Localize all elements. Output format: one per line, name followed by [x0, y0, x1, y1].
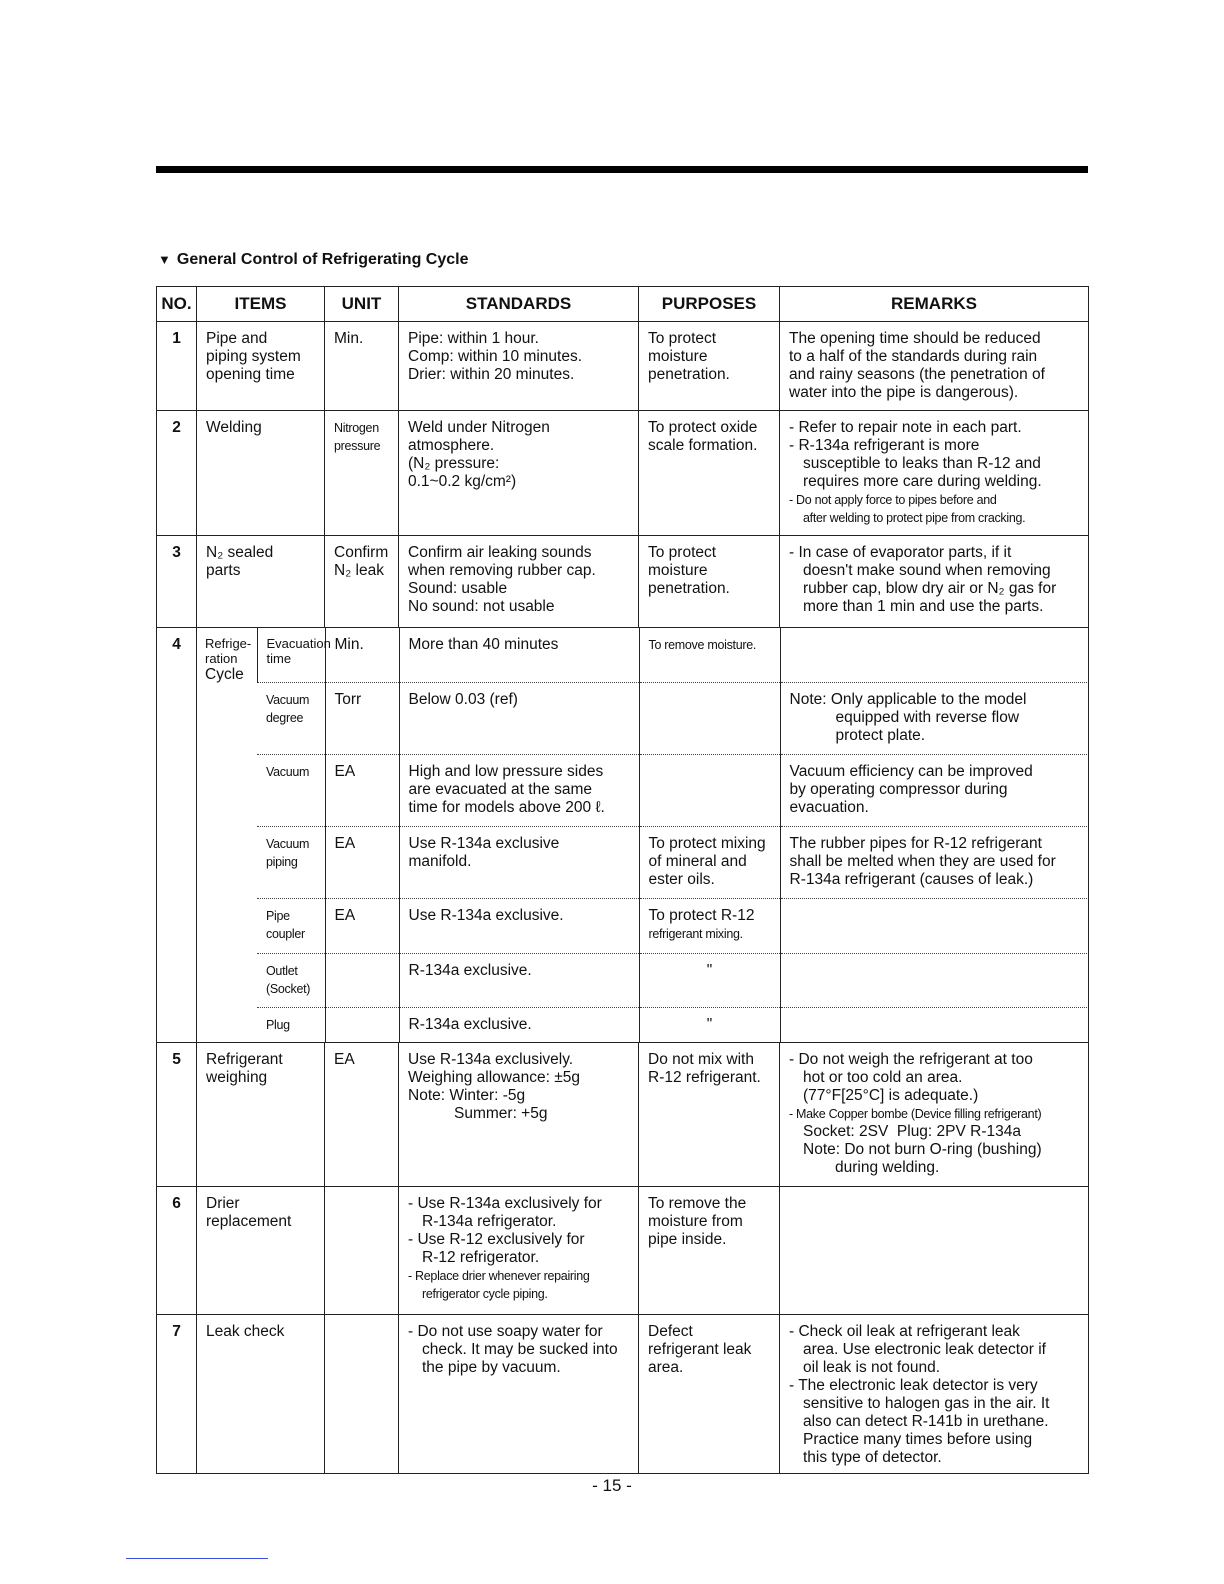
purposes-line: moisture from — [648, 1213, 743, 1230]
remarks-cell — [780, 1315, 1089, 1474]
remarks-line: R-134a refrigerant (causes of leak.) — [789, 870, 1034, 888]
remarks-cell — [780, 411, 1089, 536]
sub-item-line: Pipe — [266, 908, 290, 923]
purposes-line: of mineral and — [648, 852, 747, 870]
remarks-line: - The electronic leak detector is very — [789, 1377, 1038, 1394]
item-cell: Leak check — [197, 1315, 325, 1474]
remarks-line: oil leak is not found. — [803, 1359, 941, 1376]
standards-line: when removing rubber cap. — [408, 562, 596, 579]
header-remarks: REMARKS — [780, 287, 1089, 322]
remarks-cell — [780, 628, 1089, 682]
triangle-bullet-icon: ▼ — [158, 252, 171, 267]
unit-cell — [325, 536, 399, 628]
sub-item-cell — [257, 953, 325, 1007]
item-cell — [197, 1187, 325, 1315]
item-line: weighing — [206, 1069, 268, 1086]
remarks-line: during welding. — [835, 1159, 940, 1176]
purposes-line: Defect — [648, 1323, 693, 1340]
sub-item-line: time — [266, 651, 292, 666]
sub-row — [197, 826, 1089, 898]
unit-cell — [325, 1315, 399, 1474]
remarks-line: - Refer to repair note in each part. — [789, 419, 1022, 436]
remarks-line: - Do not weigh the refrigerant at too — [789, 1051, 1033, 1068]
remarks-line: shall be melted when they are used for — [789, 852, 1056, 870]
row-number: 5 — [157, 1043, 197, 1187]
item-cell: Welding — [197, 411, 325, 536]
row-number: 3 — [157, 536, 197, 628]
table-row — [157, 1043, 1089, 1187]
purposes-line: To protect mixing — [648, 834, 766, 852]
row-number: 2 — [157, 411, 197, 536]
group-label-line: Refrige- — [205, 636, 252, 651]
unit-cell: Min. — [325, 322, 399, 411]
purposes-line: scale formation. — [648, 437, 758, 454]
sub-item-line: degree — [266, 710, 304, 725]
header-standards: STANDARDS — [399, 287, 639, 322]
standards-line: Note: Winter: -5g — [408, 1087, 526, 1104]
unit-cell — [325, 953, 399, 1007]
row-number: 7 — [157, 1315, 197, 1474]
purposes-cell — [639, 754, 780, 826]
standards-cell — [399, 754, 639, 826]
item-cell — [197, 322, 325, 411]
standards-line: check. It may be sucked into — [422, 1341, 618, 1358]
purposes-cell: " — [639, 953, 780, 1007]
standards-line: 0.1~0.2 kg/cm²) — [408, 473, 517, 490]
standards-line: time for models above 200 ℓ. — [408, 798, 605, 816]
table-row — [157, 628, 1089, 1043]
standards-line: Pipe: within 1 hour. — [408, 330, 539, 347]
sub-row — [197, 953, 1089, 1007]
remarks-cell — [780, 953, 1089, 1007]
header-items: ITEMS — [197, 287, 325, 322]
standards-line: Drier: within 20 minutes. — [408, 366, 575, 383]
remarks-line: Vacuum efficiency can be improved — [789, 762, 1033, 780]
standards-line: - Use R-12 exclusively for — [408, 1231, 585, 1248]
standards-cell — [399, 1315, 639, 1474]
remarks-line: - Make Copper bombe (Device filling refrigerant) — [789, 1107, 1042, 1121]
standards-cell — [399, 1043, 639, 1187]
purposes-cell: To remove moisture. — [639, 628, 780, 682]
standards-cell — [399, 826, 639, 898]
standards-line: High and low pressure sides — [408, 762, 604, 780]
sub-item-line: coupler — [266, 926, 305, 941]
purposes-line: R-12 refrigerant. — [648, 1069, 761, 1086]
purposes-cell — [639, 536, 780, 628]
purposes-line: To protect — [648, 330, 717, 347]
section-title — [158, 251, 468, 269]
standards-line: Weighing allowance: ±5g — [408, 1069, 580, 1086]
remarks-line: Note: Do not burn O-ring (bushing) — [803, 1141, 1042, 1158]
standards-line: R-12 refrigerator. — [422, 1249, 540, 1266]
remarks-cell — [780, 1187, 1089, 1315]
table-header-row — [157, 287, 1089, 322]
purposes-line: To protect oxide — [648, 419, 758, 436]
remarks-line: this type of detector. — [803, 1449, 942, 1466]
group-label-line: ration — [205, 651, 238, 666]
item-line: N₂ sealed — [206, 544, 274, 561]
remarks-line: Note: Only applicable to the model — [789, 690, 1027, 708]
item-line: parts — [206, 562, 241, 579]
remarks-line: more than 1 min and use the parts. — [803, 598, 1044, 615]
sub-item-line: Outlet — [266, 963, 298, 978]
remarks-line: - R-134a refrigerant is more — [789, 437, 980, 454]
sub-row — [197, 628, 1089, 682]
unit-cell — [325, 411, 399, 536]
unit-cell: Torr — [325, 682, 399, 754]
sub-item-line: Plug — [266, 1017, 290, 1032]
item-line: Drier — [206, 1195, 240, 1212]
standards-line: Sound: usable — [408, 580, 508, 597]
purposes-cell — [639, 1187, 780, 1315]
item-cell — [197, 1043, 325, 1187]
remarks-cell — [780, 322, 1089, 411]
purposes-line: pipe inside. — [648, 1231, 727, 1248]
unit-cell: EA — [325, 754, 399, 826]
remarks-cell — [780, 898, 1089, 953]
top-rule — [156, 166, 1088, 173]
purposes-line: refrigerant leak — [648, 1341, 752, 1358]
standards-line: refrigerator cycle piping. — [422, 1287, 548, 1301]
group-label — [197, 628, 257, 1042]
standards-cell — [399, 1187, 639, 1315]
purposes-cell — [639, 322, 780, 411]
unit-cell — [325, 1007, 399, 1042]
purposes-line: penetration. — [648, 580, 730, 597]
purposes-line: moisture — [648, 348, 708, 365]
standards-cell: More than 40 minutes — [399, 628, 639, 682]
refrigeration-cycle-subtable — [197, 628, 1089, 1042]
standards-line: R-134a refrigerator. — [422, 1213, 557, 1230]
item-line: replacement — [206, 1213, 292, 1230]
standards-cell: R-134a exclusive. — [399, 953, 639, 1007]
sub-row — [197, 1007, 1089, 1042]
standards-line: atmosphere. — [408, 437, 495, 454]
remarks-line: The rubber pipes for R-12 refrigerant — [789, 834, 1042, 852]
table-row — [157, 1187, 1089, 1315]
standards-line: are evacuated at the same — [408, 780, 593, 798]
standards-cell: Use R-134a exclusive. — [399, 898, 639, 953]
remarks-line: also can detect R-141b in urethane. — [803, 1413, 1049, 1430]
sub-item-line: Vacuum — [266, 836, 310, 851]
standards-line: Weld under Nitrogen — [408, 419, 550, 436]
purposes-line: area. — [648, 1359, 684, 1376]
standards-cell: R-134a exclusive. — [399, 1007, 639, 1042]
remarks-line: rubber cap, blow dry air or N₂ gas for — [803, 580, 1057, 597]
header-no: NO. — [157, 287, 197, 322]
purposes-cell — [639, 1315, 780, 1474]
row-number: 4 — [157, 628, 197, 1043]
standards-cell — [399, 322, 639, 411]
remarks-line: (77°F[25°C] is adequate.) — [803, 1087, 979, 1104]
sub-item-cell — [257, 628, 331, 682]
unit-cell: EA — [325, 898, 399, 953]
unit-line: Nitrogen — [334, 421, 379, 435]
sub-item-line: (Socket) — [266, 981, 311, 996]
remarks-line: Practice many times before using — [803, 1431, 1033, 1448]
remarks-line: susceptible to leaks than R-12 and — [803, 455, 1041, 472]
footer-rule — [126, 1558, 268, 1559]
unit-cell — [325, 1187, 399, 1315]
sub-item-cell — [257, 682, 325, 754]
group-label-line: Cycle — [205, 666, 244, 683]
unit-cell: EA — [325, 1043, 399, 1187]
remarks-line: - Do not apply force to pipes before and — [789, 493, 997, 507]
purposes-line: penetration. — [648, 366, 730, 383]
remarks-line: after welding to protect pipe from cracking. — [803, 511, 1026, 525]
sub-item-line: Evacuation — [266, 636, 331, 651]
item-cell — [197, 536, 325, 628]
item-line: Refrigerant — [206, 1051, 283, 1068]
remarks-line: protect plate. — [835, 726, 926, 744]
purposes-line: moisture — [648, 562, 708, 579]
unit-cell: EA — [325, 826, 399, 898]
purposes-line: To protect R-12 — [648, 906, 755, 924]
remarks-cell — [780, 826, 1089, 898]
sub-item-cell — [257, 898, 325, 953]
row-number: 6 — [157, 1187, 197, 1315]
remarks-cell — [780, 754, 1089, 826]
standards-line: No sound: not usable — [408, 598, 555, 615]
section-title-text: General Control of Refrigerating Cycle — [176, 251, 469, 268]
standards-line: Comp: within 10 minutes. — [408, 348, 583, 365]
header-purposes: PURPOSES — [639, 287, 780, 322]
remarks-line: by operating compressor during — [789, 780, 1008, 798]
purposes-cell — [639, 898, 780, 953]
purposes-line: To protect — [648, 544, 717, 561]
purposes-cell — [639, 826, 780, 898]
sub-item-line: Vacuum — [266, 692, 310, 707]
standards-cell: Below 0.03 (ref) — [399, 682, 639, 754]
standards-line: Use R-134a exclusively. — [408, 1051, 574, 1068]
sub-row — [197, 754, 1089, 826]
header-unit: UNIT — [325, 287, 399, 322]
standards-line: - Replace drier whenever repairing — [408, 1269, 590, 1283]
table-row — [157, 1315, 1089, 1474]
refrigeration-cycle-group — [197, 628, 1089, 1043]
sub-row — [197, 898, 1089, 953]
standards-line: (N₂ pressure: — [408, 455, 500, 472]
sub-item-line: piping — [266, 854, 298, 869]
table-row — [157, 322, 1089, 411]
remarks-line: and rainy seasons (the penetration of — [789, 366, 1045, 383]
purposes-cell — [639, 411, 780, 536]
standards-line: Use R-134a exclusive — [408, 834, 560, 852]
remarks-line: to a half of the standards during rain — [789, 348, 1038, 365]
remarks-cell — [780, 536, 1089, 628]
remarks-line: Socket: 2SV Plug: 2PV R-134a — [803, 1123, 1021, 1140]
remarks-cell — [780, 1043, 1089, 1187]
standards-line: Summer: +5g — [454, 1105, 548, 1122]
remarks-line: equipped with reverse flow — [835, 708, 1020, 726]
standards-cell — [399, 536, 639, 628]
item-line: piping system — [206, 348, 301, 365]
remarks-line: water into the pipe is dangerous). — [789, 384, 1019, 401]
standards-line: - Do not use soapy water for — [408, 1323, 603, 1340]
purposes-line: To remove the — [648, 1195, 747, 1212]
unit-line: pressure — [334, 439, 381, 453]
purposes-line: ester oils. — [648, 870, 715, 888]
row-number: 1 — [157, 322, 197, 411]
refrigerating-cycle-table — [156, 286, 1089, 1474]
sub-item-cell — [257, 754, 325, 826]
remarks-cell — [780, 1007, 1089, 1042]
purposes-line: Do not mix with — [648, 1051, 754, 1068]
remarks-line: hot or too cold an area. — [803, 1069, 963, 1086]
purposes-line: refrigerant mixing. — [648, 926, 743, 941]
remarks-line: - In case of evaporator parts, if it — [789, 544, 1012, 561]
standards-line: the pipe by vacuum. — [422, 1359, 561, 1376]
remarks-line: requires more care during welding. — [803, 473, 1042, 490]
remarks-line: The opening time should be reduced — [789, 330, 1041, 347]
purposes-cell — [639, 1043, 780, 1187]
remarks-line: - Check oil leak at refrigerant leak — [789, 1323, 1020, 1340]
remarks-cell — [780, 682, 1089, 754]
remarks-line: area. Use electronic leak detector if — [803, 1341, 1046, 1358]
sub-row — [197, 682, 1089, 754]
purposes-cell — [639, 682, 780, 754]
sub-item-cell — [257, 826, 325, 898]
table-row — [157, 411, 1089, 536]
remarks-line: sensitive to halogen gas in the air. It — [803, 1395, 1050, 1412]
standards-line: - Use R-134a exclusively for — [408, 1195, 602, 1212]
unit-cell: Min. — [325, 628, 399, 682]
page-number: - 15 - — [592, 1476, 632, 1495]
purposes-cell: " — [639, 1007, 780, 1042]
unit-line: Confirm — [334, 544, 389, 561]
sub-item-line: Vacuum — [266, 764, 310, 779]
standards-line: Confirm air leaking sounds — [408, 544, 592, 561]
remarks-line: doesn't make sound when removing — [803, 562, 1051, 579]
remarks-line: evacuation. — [789, 798, 869, 816]
standards-line: manifold. — [408, 852, 472, 870]
table-row — [157, 536, 1089, 628]
unit-line: N₂ leak — [334, 562, 384, 579]
item-line: Pipe and — [206, 330, 268, 347]
standards-cell — [399, 411, 639, 536]
item-line: opening time — [206, 366, 295, 383]
sub-item-cell — [257, 1007, 325, 1042]
